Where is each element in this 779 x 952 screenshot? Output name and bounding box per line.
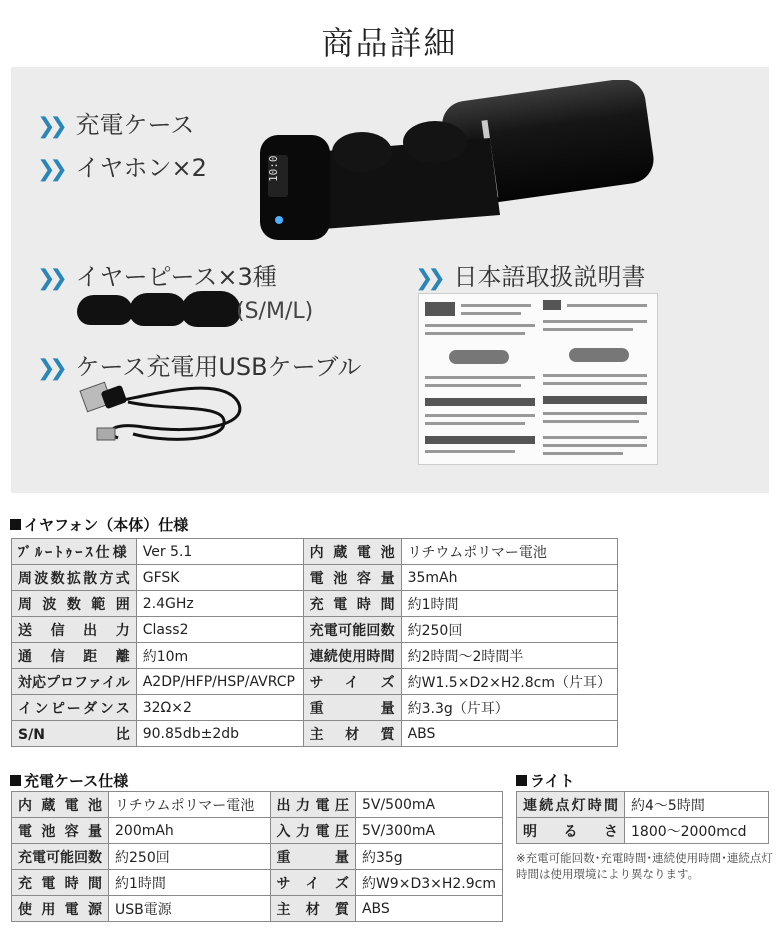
contents-item-manual: ❯❯ 日本語取扱説明書 — [415, 263, 646, 291]
spec-key-cell: 重量 — [270, 844, 355, 870]
spec-value-cell: 35mAh — [401, 565, 617, 591]
spec-key-cell: 対応プロファイル — [12, 669, 137, 695]
table-row — [12, 818, 503, 844]
table-row — [12, 565, 618, 591]
spec-value-cell: 90.85db±2db — [136, 721, 303, 747]
spec-value-cell: 約10m — [136, 643, 303, 669]
spec-value-cell: リチウムポリマー電池 — [109, 792, 271, 818]
case-spec-table — [11, 791, 503, 922]
spec-value-cell: 約1時間 — [109, 870, 271, 896]
spec-key-cell: 明るさ — [517, 818, 625, 844]
chevron-right-icon: ❯❯ — [37, 157, 62, 182]
spec-key-cell: 周波数拡散方式 — [12, 565, 137, 591]
spec-value-cell: USB電源 — [109, 896, 271, 922]
spec-value-cell: A2DP/HFP/HSP/AVRCP — [136, 669, 303, 695]
chevron-right-icon: ❯❯ — [37, 114, 62, 139]
case-spec-title: 充電ケース仕様 — [10, 770, 128, 791]
table-row — [12, 591, 618, 617]
spec-value-cell: 約1時間 — [401, 591, 617, 617]
spec-value-cell: 約W1.5×D2×H2.8cm（片耳） — [401, 669, 617, 695]
spec-key-cell: 連続使用時間 — [303, 643, 401, 669]
square-bullet-icon — [10, 775, 21, 786]
eartip-medium-image — [129, 293, 187, 326]
table-row — [12, 792, 503, 818]
eartip-sizes: (S/M/L) — [236, 299, 314, 324]
spec-value-cell: 約W9×D3×H2.9cm — [355, 870, 502, 896]
spec-value-cell: Class2 — [136, 617, 303, 643]
spec-key-cell: 入力電圧 — [270, 818, 355, 844]
spec-key-cell: 主材質 — [303, 721, 401, 747]
spec-key-cell: 充電時間 — [12, 870, 109, 896]
spec-key-cell: 主材質 — [270, 896, 355, 922]
eartip-large-image — [181, 291, 241, 327]
spec-value-cell: 2.4GHz — [136, 591, 303, 617]
spec-value-cell: 32Ω×2 — [136, 695, 303, 721]
spec-value-cell: リチウムポリマー電池 — [401, 539, 617, 565]
spec-key-cell: ﾌﾞﾙｰﾄｩｰｽ仕様 — [12, 539, 137, 565]
spec-key-cell: 内蔵電池 — [12, 792, 109, 818]
chevron-right-icon: ❯❯ — [415, 266, 440, 291]
table-row — [12, 643, 618, 669]
page-title: 商品詳細 — [321, 24, 458, 62]
spec-key-cell: 通信距離 — [12, 643, 137, 669]
spec-key-cell: 充電可能回数 — [12, 844, 109, 870]
spec-value-cell: 1800〜2000mcd — [625, 818, 769, 844]
eartip-small-image — [77, 295, 133, 325]
square-bullet-icon — [10, 519, 21, 530]
spec-key-cell: 電池容量 — [303, 565, 401, 591]
spec-value-cell: GFSK — [136, 565, 303, 591]
spec-value-cell: 約250回 — [109, 844, 271, 870]
spec-value-cell: ABS — [355, 896, 502, 922]
spec-key-cell: 送信出力 — [12, 617, 137, 643]
table-row — [517, 792, 769, 818]
spec-key-cell: サイズ — [303, 669, 401, 695]
table-row — [12, 870, 503, 896]
spec-key-cell: 重量 — [303, 695, 401, 721]
spec-value-cell: 約4〜5時間 — [625, 792, 769, 818]
spec-key-cell: 内蔵電池 — [303, 539, 401, 565]
contents-item-eartips: ❯❯ イヤーピース×3種 — [37, 263, 277, 291]
table-row — [12, 721, 618, 747]
contents-item-case: ❯❯ 充電ケース — [37, 111, 195, 139]
usb-cable-image — [73, 372, 253, 452]
spec-value-cell: 約250回 — [401, 617, 617, 643]
spec-key-cell: 充電可能回数 — [303, 617, 401, 643]
earphone-spec-table — [11, 538, 618, 747]
square-bullet-icon — [516, 775, 527, 786]
spec-key-cell: 充電時間 — [303, 591, 401, 617]
spec-key-cell: 電池容量 — [12, 818, 109, 844]
spec-value-cell: Ver 5.1 — [136, 539, 303, 565]
spec-value-cell: 約2時間〜2時間半 — [401, 643, 617, 669]
manual-image — [418, 293, 658, 465]
spec-key-cell: インピーダンス — [12, 695, 137, 721]
contents-item-earphones: ❯❯ イヤホン×2 — [37, 154, 207, 182]
light-spec-table — [516, 791, 769, 844]
spec-key-cell: S/N比 — [12, 721, 137, 747]
charging-case-image — [255, 80, 660, 250]
spec-value-cell: 200mAh — [109, 818, 271, 844]
table-row — [12, 896, 503, 922]
spec-key-cell: 連続点灯時間 — [517, 792, 625, 818]
spec-value-cell: 約35g — [355, 844, 502, 870]
table-row — [12, 617, 618, 643]
spec-key-cell: 周波数範囲 — [12, 591, 137, 617]
case-display-readout: 10:0 — [267, 155, 280, 182]
spec-value-cell: ABS — [401, 721, 617, 747]
table-row — [12, 539, 618, 565]
table-row — [12, 669, 618, 695]
spec-value-cell: 約3.3g（片耳） — [401, 695, 617, 721]
spec-key-cell: 使用電源 — [12, 896, 109, 922]
table-row — [12, 695, 618, 721]
spec-footnote: ※充電可能回数･充電時間･連続使用時間･連続点灯時間は使用環境により異なります。 — [516, 851, 773, 881]
spec-key-cell: サイズ — [270, 870, 355, 896]
light-spec-title: ライト — [516, 770, 575, 791]
spec-value-cell: 5V/500mA — [355, 792, 502, 818]
table-row — [517, 818, 769, 844]
earphone-spec-title: イヤフォン（本体）仕様 — [10, 514, 188, 535]
chevron-right-icon: ❯❯ — [37, 356, 62, 381]
table-row — [12, 844, 503, 870]
contents-item-usb-cable: ❯❯ ケース充電用USBケーブル — [37, 353, 362, 381]
chevron-right-icon: ❯❯ — [37, 266, 62, 291]
spec-value-cell: 5V/300mA — [355, 818, 502, 844]
spec-key-cell: 出力電圧 — [270, 792, 355, 818]
